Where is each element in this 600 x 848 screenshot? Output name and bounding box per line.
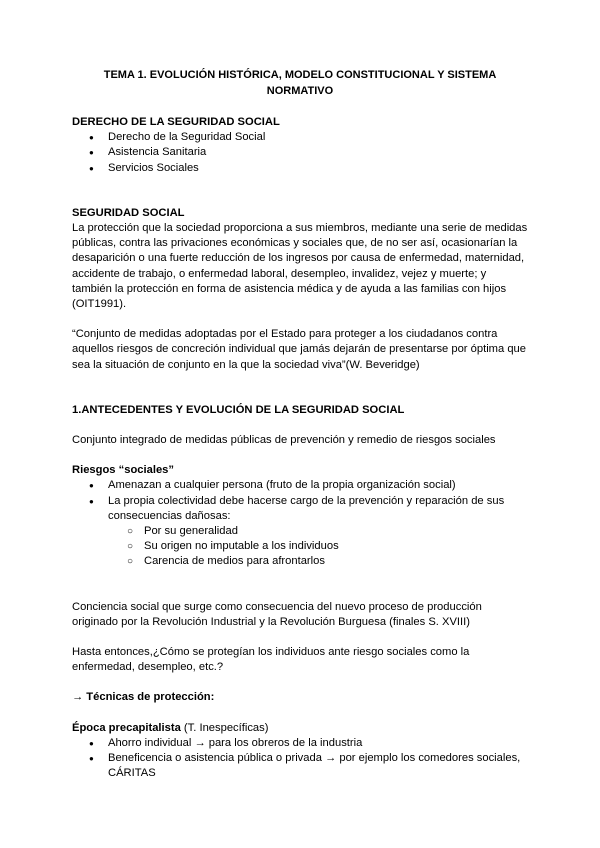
list-item: ● Derecho de la Seguridad Social [72,130,528,145]
bullet-list-risks [72,478,528,524]
list-item: ● Beneficencia o asistencia pública o privada → por ejemplo los comedores sociales, CÁRITAS [72,751,528,781]
beveridge-quote: “Conjunto de medidas adoptadas por el Estado para proteger a los ciudadanos contra aquellos riesgos de concreción individual que jamás dejarán de presentarse por óptima que sea la situación de conjunto en la que la sociedad viva”(W. Beveridge) [72,328,526,371]
definition-paragraph: La protección que la sociedad proporciona a sus miembros, mediante una serie de medidas públicas, contra las privaciones económicas y sociales que, de no ser así, ocasionarían la desaparición o una fuerte reducción de los ingresos por causa de enfermedad, maternidad, accidente de trabajo, o enfermedad laboral, desempleo, invalidez, vejez y muerte; y también la protección en forma de asistencia médica y de ayuda a las familias con hijos (OIT1991). [72,222,528,311]
list-item: ● Servicios Sociales [72,161,528,176]
document-title: TEMA 1. EVOLUCIÓN HISTÓRICA, MODELO CONSTITUCIONAL Y SISTEMA NORMATIVO [103,69,497,97]
section-heading-antecedentes: 1.ANTECEDENTES Y EVOLUCIÓN DE LA SEGURIDAD SOCIAL [72,403,405,416]
sub-list-item: ○ Por su generalidad [72,524,528,539]
bullet-list-epoch [72,736,528,782]
list-item: ● La propia colectividad debe hacerse cargo de la prevención y reparación de sus consecuencias dañosas: [72,494,528,524]
sub-list-item: ○ Su origen no imputable a los individuos [72,539,528,554]
sub-list-risks [72,524,528,570]
epoch-rest: (T. Inespecíficas) [180,721,269,734]
sub-list-item: ○ Carencia de medios para afrontarlos [72,554,528,569]
risks-heading: Riesgos “sociales” [72,464,174,477]
conciencia-paragraph: Conciencia social que surge como consecuencia del nuevo proceso de producción originado por la Revolución Industrial y la Revolución Burguesa (finales S. XVIII) [72,600,482,628]
epoch-line [72,721,528,736]
list-item: ● Amenazan a cualquier persona (fruto de la propia organización social) [72,478,528,493]
epoch-bold: Época precapitalista [72,721,181,734]
list-item: ● Ahorro individual → para los obreros de la industria [72,736,528,751]
intro-paragraph: Conjunto integrado de medidas públicas de prevención y remedio de riesgos sociales [72,434,496,447]
question-paragraph: Hasta entonces,¿Cómo se protegían los individuos ante riesgo sociales como la enfermedad, desempleo, etc.? [72,646,470,674]
bullet-list-derecho [72,130,528,176]
list-item: ● Asistencia Sanitaria [72,145,528,160]
section-heading-seguridad: SEGURIDAD SOCIAL [72,206,185,219]
techniques-heading: → Técnicas de protección: [72,691,215,704]
section-heading-derecho: DERECHO DE LA SEGURIDAD SOCIAL [72,116,280,128]
